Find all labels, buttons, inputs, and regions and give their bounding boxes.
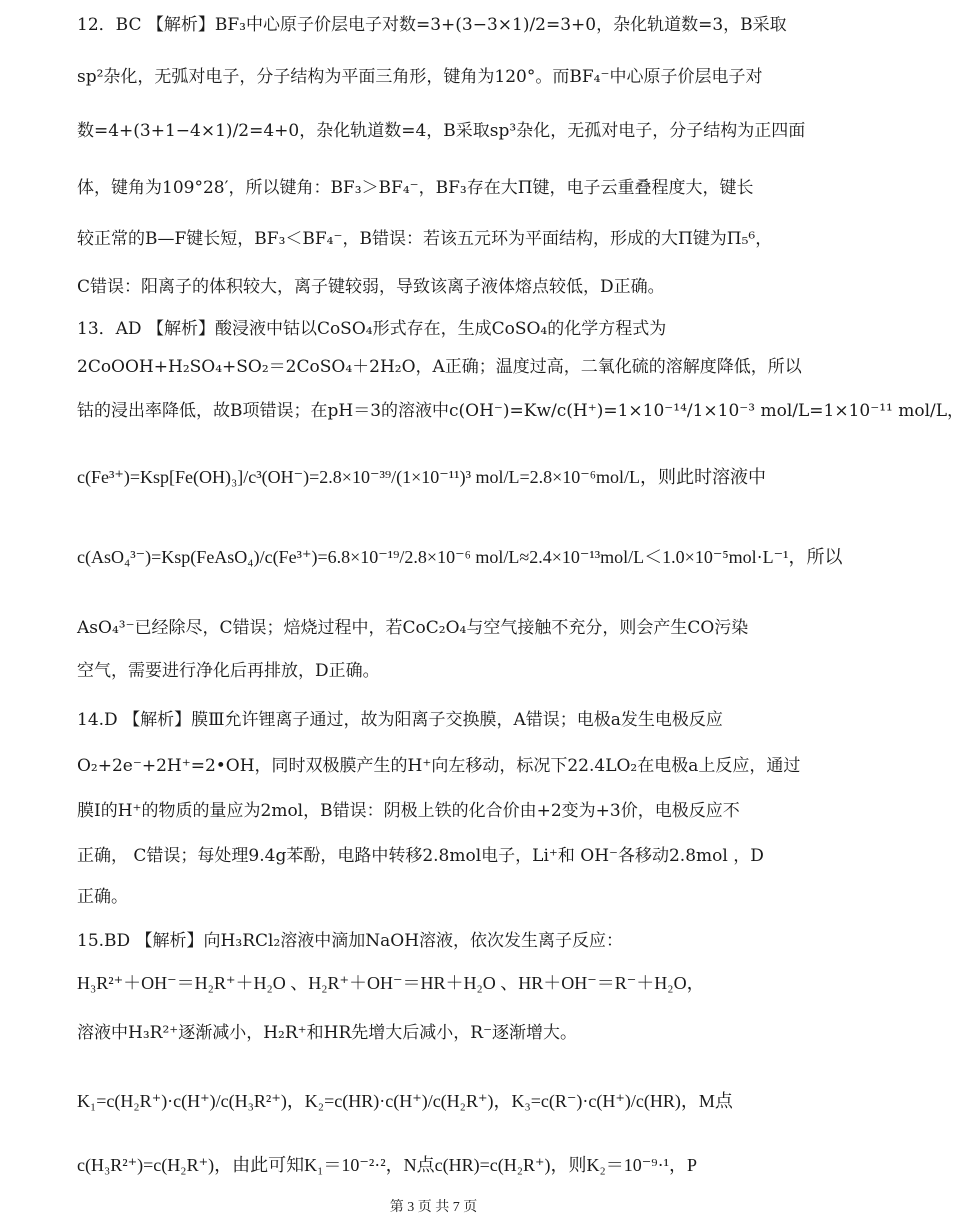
- equation-line: H₃R²⁺＋OH⁻＝H₂R⁺＋H₂O 、H₂R⁺＋OH⁻＝HR＋H₂O 、HR＋OH⁻＝R⁻＋H₂O，: [77, 973, 705, 993]
- text-line: 15.BD 【解析】向H₃RCl₂溶液中滴加NaOH溶液，依次发生离子反应：: [77, 931, 624, 951]
- equation-line: K₁=c(H₂R⁺)·c(H⁺)/c(H₃R²⁺)，K₂=c(HR)·c(H⁺)/c(H₂R⁺)，K₃=c(R⁻)·c(H⁺)/c(HR)，M点: [77, 1091, 733, 1111]
- text-line: O₂+2e⁻+2H⁺=2•OH，同时双极膜产生的H⁺向左移动，标况下22.4LO₂在电极a上反应，通过: [77, 756, 801, 776]
- equation-line: c(H₃R²⁺)=c(H₂R⁺)，由此可知K₁＝10⁻²·²，N点c(HR)=c(H₂R⁺)，则K₂＝10⁻⁹·¹，P: [77, 1155, 697, 1175]
- text-line: 14.D 【解析】膜Ⅲ允许锂离子通过，故为阳离子交换膜，A错误；电极a发生电极反应: [77, 710, 723, 730]
- text-line: 膜Ⅰ的H⁺的物质的量应为2mol，B错误：阴极上铁的化合价由+2变为+3价，电极反应不: [77, 801, 740, 821]
- text-line: C错误：阳离子的体积较大，离子键较弱，导致该离子液体熔点较低，D正确。: [77, 277, 665, 297]
- text-line: 体，键角为109°28′，所以键角：BF₃＞BF₄⁻，BF₃存在大Π键，电子云重叠程度大，键长: [77, 178, 754, 198]
- text-line: 较正常的B—F键长短，BF₃＜BF₄⁻，B错误：若该五元环为平面结构，形成的大Π键为Π₅⁶，: [77, 229, 773, 249]
- text-line: 2CoOOH+H₂SO₄+SO₂＝2CoSO₄＋2H₂O，A正确；温度过高，二氧化硫的溶解度降低，所以: [77, 357, 802, 377]
- text-line: sp²杂化，无弧对电子，分子结构为平面三角形，键角为120°。而BF₄⁻中心原子价层电子对: [77, 67, 763, 87]
- text-line: 13．AD 【解析】酸浸液中钴以CoSO₄形式存在，生成CoSO₄的化学方程式为: [77, 319, 667, 339]
- page-footer: 第 3 页 共 7 页: [389, 1200, 478, 1215]
- text-line: 钴的浸出率降低，故B项错误；在pH＝3的溶液中c(OH⁻)=Kw/c(H⁺)=1×10⁻¹⁴/1×10⁻³ mol/L=1×10⁻¹¹ mol/L，: [77, 401, 964, 421]
- equation-line: c(AsO₄³⁻)=Ksp(FeAsO₄)/c(Fe³⁺)=6.8×10⁻¹⁹/2.8×10⁻⁶ mol/L≈2.4×10⁻¹³mol/L＜1.0×10⁻⁵mol·L⁻¹，所以: [77, 547, 843, 567]
- text-line: 正确， C错误；每处理9.4g苯酚，电路中转移2.8mol电子，Li⁺和 OH⁻各移动2.8mol ，D: [77, 846, 764, 866]
- text-line: AsO₄³⁻已经除尽，C错误；焙烧过程中，若CoC₂O₄与空气接触不充分，则会产生CO污染: [77, 618, 749, 638]
- text-line: 12．BC 【解析】BF₃中心原子价层电子对数=3+(3−3×1)/2=3+0，杂化轨道数=3，B采取: [77, 15, 787, 35]
- text-line: 空气，需要进行净化后再排放，D正确。: [77, 661, 380, 681]
- text-line: 溶液中H₃R²⁺逐渐减小，H₂R⁺和HR先增大后减小，R⁻逐渐增大。: [77, 1023, 578, 1043]
- text-line: 数=4+(3+1−4×1)/2=4+0，杂化轨道数=4，B采取sp³杂化，无孤对电子，分子结构为正四面: [77, 121, 806, 141]
- equation-line: c(Fe³⁺)=Ksp[Fe(OH)₃]/c³(OH⁻)=2.8×10⁻³⁹/(1×10⁻¹¹)³ mol/L=2.8×10⁻⁶mol/L，则此时溶液中: [77, 467, 767, 487]
- text-line: 正确。: [77, 887, 128, 907]
